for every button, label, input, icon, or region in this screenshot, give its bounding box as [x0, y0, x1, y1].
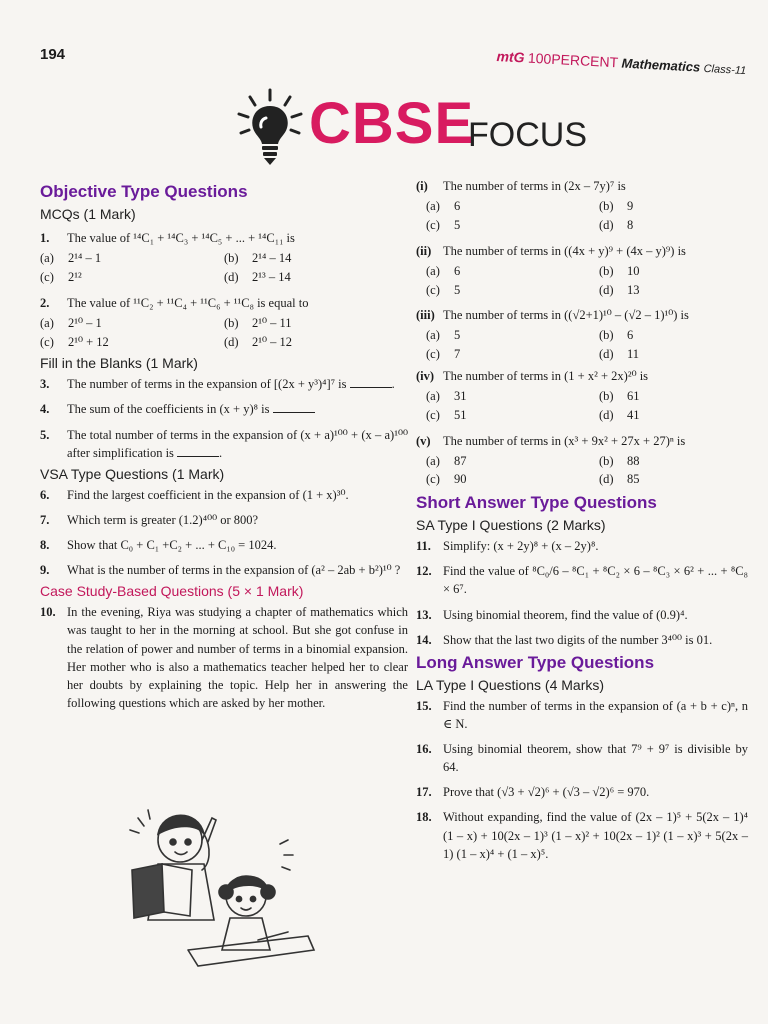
question-text: The number of terms in (x³ + 9x² + 27x + 27)ⁿ is	[443, 433, 686, 448]
options-q2	[40, 314, 408, 352]
question-text: Find the number of terms in the expansion of (a + b + c)ⁿ, n ∈ N.	[443, 698, 748, 731]
question-text: Without expanding, find the value of (2x – 1)⁵ + 5(2x – 1)⁴ (1 – x) + 10(2x – 1)³ (1 – x)² + 10(2x – 1)² (1 – x)³ + 5(2x – 1) (1 – x)⁴ + (1 – x)⁵.	[443, 810, 748, 861]
option-label: (c)	[426, 217, 440, 232]
subquestion-ii	[416, 242, 748, 260]
options-i	[426, 197, 748, 235]
case-study-heading: Case Study-Based Questions (5 × 1 Mark)	[40, 583, 304, 600]
question-text: Using binomial theorem, show that 7⁹ + 9⁷ is divisible by 64.	[443, 742, 748, 775]
option-label: (b)	[599, 453, 614, 468]
question-number: (iv)	[416, 368, 435, 383]
option-label: (a)	[426, 263, 440, 278]
question-text: The value of ¹¹C₂ + ¹¹C₄ + ¹¹C₆ + ¹¹C₈ is equal to	[67, 295, 309, 310]
option-b: 6	[627, 328, 634, 343]
option-c: 5	[454, 217, 461, 232]
question-text: What is the number of terms in the expansion of (a² – 2ab + b²)¹⁰ ?	[67, 563, 401, 578]
options-iii	[426, 326, 748, 364]
option-b: 2¹⁴ – 14	[252, 251, 292, 266]
question-number: 14.	[416, 632, 432, 647]
question-text: Find the largest coefficient in the expansion of (1 + x)³⁰.	[67, 487, 349, 502]
option-b: 61	[627, 389, 640, 403]
long-answer-heading: Long Answer Type Questions	[416, 652, 655, 672]
option-c: 51	[454, 407, 467, 422]
question-text: Show that C₀ + C₁ +C₂ + ... + C₁₀ = 1024.	[67, 538, 277, 552]
question-text: The number of terms in ((4x + y)⁹ + (4x – y)⁹) is	[443, 243, 686, 258]
question-3	[40, 375, 408, 393]
option-label: (c)	[426, 407, 440, 422]
question-number: 2.	[40, 295, 50, 310]
answer-blank	[177, 456, 219, 457]
subquestion-iii	[416, 306, 748, 324]
question-4	[40, 400, 408, 418]
option-label: (b)	[224, 251, 239, 266]
answer-blank	[273, 412, 315, 413]
subquestion-i	[416, 177, 748, 195]
option-label: (b)	[599, 328, 614, 343]
question-number: 5.	[40, 427, 50, 442]
option-label: (a)	[426, 389, 440, 403]
option-label: (d)	[599, 407, 614, 422]
lightbulb-icon	[236, 88, 304, 172]
question-number: 3.	[40, 377, 50, 392]
question-7	[40, 511, 408, 529]
option-a: 87	[454, 453, 467, 468]
option-b: 10	[627, 263, 640, 278]
question-2	[40, 294, 408, 312]
question-number: 13.	[416, 607, 432, 622]
question-number: 6.	[40, 487, 50, 502]
option-label: (d)	[224, 269, 239, 284]
option-a: 2¹⁰ – 1	[68, 315, 102, 330]
question-text: Show that the last two digits of the number 3⁴⁰⁰ is 01.	[443, 632, 713, 647]
question-text: Simplify: (x + 2y)⁸ + (x – 2y)⁸.	[443, 539, 599, 554]
options-v	[426, 452, 748, 490]
question-text: The number of terms in the expansion of [(2x + y³)⁴]⁷ is	[67, 377, 347, 392]
options-q1	[40, 249, 408, 287]
question-17	[416, 783, 748, 801]
option-a: 5	[454, 328, 461, 343]
option-d: 41	[627, 407, 640, 422]
option-label: (a)	[426, 453, 440, 468]
option-b: 9	[627, 199, 634, 214]
question-number: 18.	[416, 810, 432, 825]
option-label: (c)	[426, 282, 440, 297]
option-label: (d)	[599, 282, 614, 297]
option-label: (b)	[599, 389, 614, 403]
mcq-heading: MCQs (1 Mark)	[40, 206, 136, 222]
objective-heading: Objective Type Questions	[40, 182, 248, 201]
question-number: 17.	[416, 785, 432, 800]
question-number: 12.	[416, 564, 432, 579]
vsa-heading: VSA Type Questions (1 Mark)	[40, 465, 225, 482]
option-label: (a)	[40, 315, 54, 330]
option-label: (d)	[599, 347, 614, 362]
option-label: (b)	[599, 199, 614, 214]
question-15	[416, 697, 748, 733]
question-number: (v)	[416, 433, 431, 448]
brand-mtg: mtG	[496, 48, 525, 66]
option-c: 90	[454, 472, 467, 487]
option-c: 2¹⁰ + 12	[68, 334, 109, 349]
question-text: Prove that (√3 + √2)⁶ + (√3 – √2)⁶ = 970.	[443, 785, 650, 800]
options-ii	[426, 262, 748, 300]
question-number: (i)	[416, 179, 428, 193]
options-iv	[426, 387, 748, 425]
question-number: 16.	[416, 742, 432, 756]
option-d: 2¹³ – 14	[252, 269, 291, 284]
option-c: 2¹²	[68, 269, 82, 284]
question-text: The sum of the coefficients in (x + y)⁸ is	[67, 402, 270, 417]
question-10	[40, 603, 408, 712]
option-label: (b)	[224, 315, 239, 330]
question-number: 1.	[40, 231, 50, 245]
option-label: (d)	[599, 472, 614, 487]
question-number: (iii)	[416, 308, 435, 323]
question-8	[40, 536, 408, 554]
question-1	[40, 229, 408, 247]
question-number: 4.	[40, 402, 50, 417]
question-text: The total number of terms in the expansion of (x + a)¹⁰⁰ + (x – a)¹⁰⁰ after simplification is	[67, 427, 408, 460]
short-answer-heading: Short Answer Type Questions	[416, 493, 657, 513]
cbse-title: CBSE	[309, 91, 475, 156]
question-text: The value of ¹⁴C₁ + ¹⁴C₃ + ¹⁴C₅ + ... + ¹⁴C₁₁ is	[67, 231, 295, 245]
option-a: 31	[454, 389, 467, 403]
question-9	[40, 561, 408, 579]
option-label: (c)	[426, 347, 440, 362]
sa-type-heading: SA Type I Questions (2 Marks)	[416, 517, 606, 534]
option-b: 88	[627, 453, 640, 468]
option-d: 2¹⁰ – 12	[252, 334, 293, 349]
question-18	[416, 808, 748, 862]
answer-blank	[350, 387, 392, 388]
brand-subject: Mathematics	[621, 55, 701, 75]
sentence-end: .	[219, 445, 223, 460]
book-brand	[496, 48, 747, 77]
question-number: (ii)	[416, 243, 432, 258]
question-text: Using binomial theorem, find the value of (0.9)⁴.	[443, 607, 688, 622]
page-number: 194	[40, 46, 66, 63]
option-b: 2¹⁰ – 11	[252, 315, 292, 330]
option-label: (b)	[599, 263, 614, 278]
option-c: 5	[454, 282, 461, 297]
question-16	[416, 740, 748, 776]
question-number: 8.	[40, 538, 50, 552]
question-number: 9.	[40, 563, 50, 578]
option-label: (a)	[40, 251, 54, 266]
question-text: Find the value of ⁸C₀/6 – ⁸C₁ + ⁸C₂ × 6 – ⁸C₃ × 6² + ... + ⁸C₈ × 6⁷.	[443, 564, 748, 597]
question-6	[40, 486, 408, 504]
option-d: 85	[627, 472, 640, 487]
focus-title: FOCUS	[468, 116, 587, 154]
la-type-heading: LA Type I Questions (4 Marks)	[416, 676, 605, 693]
question-text: Which term is greater (1.2)⁴⁰⁰ or 800?	[67, 512, 259, 527]
question-number: 11.	[416, 539, 431, 554]
mother-daughter-illustration	[118, 800, 318, 974]
fill-blanks-heading: Fill in the Blanks (1 Mark)	[40, 355, 198, 372]
subquestion-v	[416, 432, 748, 450]
question-12	[416, 562, 748, 598]
option-label: (c)	[40, 334, 54, 349]
question-text: In the evening, Riya was studying a chapter of mathematics which was taught to her in the morning at school. But she got confuse in the relation of power and number of terms in a binomial expansion. Her mother who is also a mathematics teacher helped her to clear her doubts by explaining the topic. Help her in answering the following questions which are asked by her mother.	[67, 605, 408, 710]
option-label: (c)	[40, 269, 54, 284]
option-c: 7	[454, 347, 461, 362]
question-text: The number of terms in ((√2+1)¹⁰ – (√2 – 1)¹⁰) is	[443, 308, 689, 323]
option-label: (d)	[224, 334, 239, 349]
brand-class: Class-11	[703, 62, 747, 78]
question-13	[416, 606, 748, 624]
subquestion-iv	[416, 367, 748, 385]
option-d: 8	[627, 217, 634, 232]
option-d: 13	[627, 282, 640, 297]
question-number: 7.	[40, 512, 50, 527]
question-text: The number of terms in (2x – 7y)⁷ is	[443, 179, 626, 193]
option-a: 6	[454, 199, 461, 214]
left-column	[40, 178, 408, 714]
brand-name: 100PERCENT	[527, 49, 619, 71]
option-a: 6	[454, 263, 461, 278]
question-number: 10.	[40, 605, 56, 620]
question-14	[416, 631, 748, 649]
option-label: (a)	[426, 199, 440, 214]
option-a: 2¹⁴ – 1	[68, 251, 102, 266]
question-number: 15.	[416, 698, 432, 713]
question-5	[40, 426, 408, 462]
right-column	[416, 174, 748, 865]
option-label: (c)	[426, 472, 440, 487]
option-label: (d)	[599, 217, 614, 232]
option-label: (a)	[426, 328, 440, 343]
question-text: The number of terms in (1 + x² + 2x)²⁰ is	[443, 368, 649, 383]
sentence-end: .	[391, 377, 395, 392]
option-d: 11	[627, 347, 640, 362]
question-11	[416, 537, 748, 555]
